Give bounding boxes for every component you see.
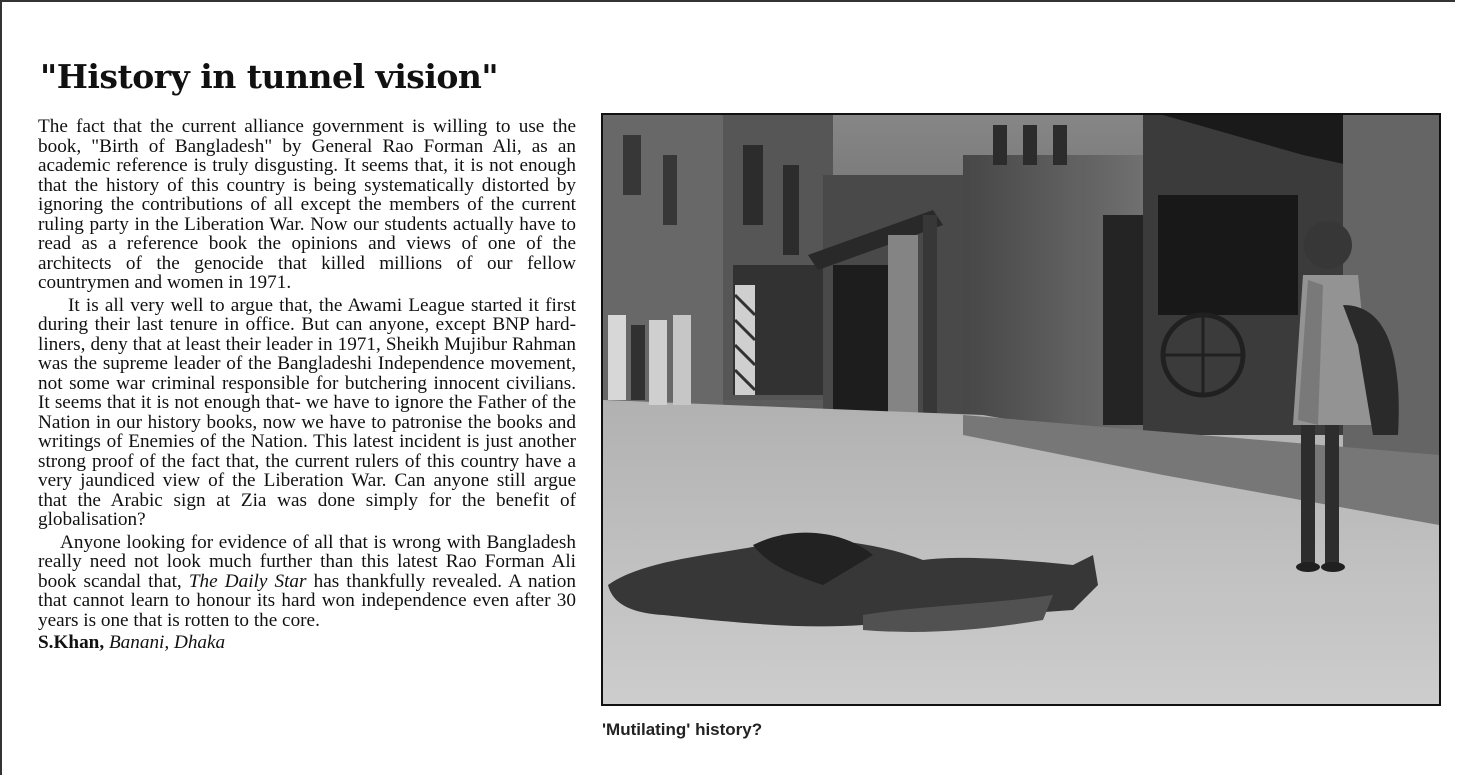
newspaper-name: The Daily Star (188, 570, 307, 592)
letter-body (38, 117, 576, 653)
photo-caption: 'Mutilating' history? (602, 720, 763, 739)
paragraph-3-text-end: has thankfully revealed. A nation that cannot learn to honour its hard won independence even after 30 years is one that is rotten to the core. (38, 570, 576, 631)
paragraph-3-text-start: Anyone looking for evidence of all that is wrong with Bangladesh really need not look much further than this latest Rao Forman Ali book scandal that, (38, 531, 576, 592)
author-location: Banani, Dhaka (108, 632, 226, 653)
author-name: S.Khan, (38, 632, 105, 653)
paragraph-3 (38, 533, 576, 631)
paragraph-2-text: It is all very well to argue that, the Awami League started it first during their last tenure in office. But can anyone, except BNP hard-liners, deny that at least their leader in 1971, Sheikh Mujibur Rahman was the supreme leader of the Bangladeshi Independence movement, not some war criminal responsible for butchering innocent civilians. It seems that it is not enough that- we have to ignore the Father of the Nation in our history books, now we have to patronise the books and writings of Enemies of the Nation. This latest incident is just another strong proof of the fact that, the current rulers of this country have a very jaundiced view of the Liberation War. Can anyone still argue that the Arabic sign at Zia was done simply for the benefit of globalisation? (38, 294, 576, 530)
signature (38, 633, 576, 653)
headline: "History in tunnel vision" (40, 57, 499, 96)
news-photo (601, 113, 1441, 706)
street-scene-photo (603, 115, 1439, 704)
paragraph-2 (38, 296, 576, 530)
paragraph-1-text: The fact that the current alliance government is willing to use the book, "Birth of Bangladesh" by General Rao Forman Ali, as an academic reference is truly disgusting. It seems that, it is not enough that the history of this country is being systematically distorted by ignoring the contributions of all except the members of the current ruling party in the Liberation War. Now our students actually have to read as a reference book the opinions and views of one of the architects of the genocide that killed millions of our fellow countrymen and women in 1971. (38, 116, 576, 293)
paragraph-1 (38, 117, 576, 293)
